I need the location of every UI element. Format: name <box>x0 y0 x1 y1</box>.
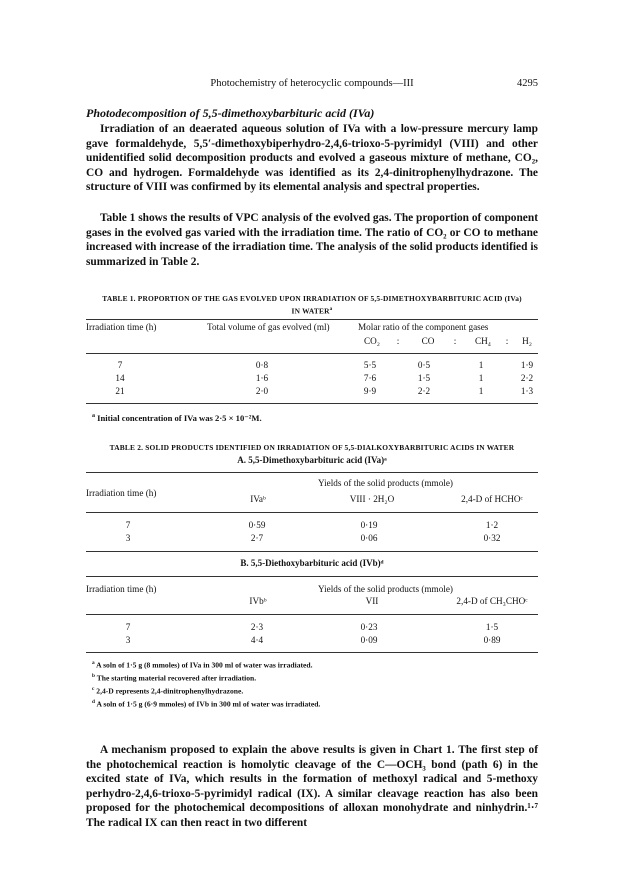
section-heading: Photodecomposition of 5,5-dimethoxybarbituric acid (IVa) <box>86 106 375 120</box>
table1-bottom-rule <box>86 403 538 404</box>
paragraph-3 <box>86 743 538 831</box>
table2-footnote-text: The starting material recovered after irradiation. <box>96 673 257 683</box>
table2-partb-col-time: Irradiation time (h) <box>86 584 157 594</box>
table1-sub-co2: CO₂ <box>364 336 380 346</box>
table2-footnote <box>92 673 256 683</box>
table2-footnote-mark: a <box>92 660 95 666</box>
table1-footnote-mark: a <box>92 413 96 420</box>
table1-cell-h2: 1·9 <box>520 360 534 370</box>
table2-parta-title: A. 5,5-Dimethoxybarbituric acid (IVa)ᵃ <box>237 455 387 465</box>
table1-top-rule <box>86 319 538 320</box>
table1-caption-mark: a <box>329 306 333 312</box>
table2-footnote-mark: c <box>92 686 95 692</box>
table2-parta-cell-v3: 1·2 <box>485 520 499 530</box>
table2-parta-sub2: VIII · 2H₂O <box>349 494 395 504</box>
table1-sub-ch4: CH₄ <box>475 336 491 346</box>
table2-partb-sub3: 2,4-D of CH₃CHOᶜ <box>456 596 528 606</box>
table2-partb-top-rule <box>86 576 538 577</box>
table1-caption-line1: TABLE 1. PROPORTION OF THE GAS EVOLVED UPON IRRADIATION OF 5,5-DIMETHOXYBARBITURIC ACID (IVa) <box>102 294 522 303</box>
table2-parta-cell-time: 7 <box>125 520 131 530</box>
table2-parta-bottom-rule <box>86 551 538 552</box>
table2-parta-top-rule <box>86 472 538 473</box>
table1-cell-co: 2·2 <box>417 386 431 396</box>
table1-cell-volume: 0·8 <box>255 360 269 370</box>
paragraph-1 <box>86 122 538 195</box>
table2-footnote-text: 2,4-D represents 2,4-dinitrophenylhydrazone. <box>96 686 244 696</box>
table2-partb-cell-v1: 4·4 <box>250 635 264 645</box>
table2-footnote-text: A soln of 1·5 g (6·9 mmoles) of IVb in 300 ml of water was irradiated. <box>96 699 321 709</box>
table1-cell-co2: 7·6 <box>363 373 377 383</box>
table1-cell-volume: 1·6 <box>255 373 269 383</box>
table2-parta-cell-v2: 0·19 <box>360 520 378 530</box>
table2-parta-mid-rule <box>86 512 538 513</box>
table1-footnote <box>92 413 262 424</box>
table1-cell-co: 0·5 <box>417 360 431 370</box>
table2-parta-cell-v1: 2·7 <box>250 533 264 543</box>
table1-sep-2: : <box>453 336 457 346</box>
table1-footnote-text: Initial concentration of IVa was 2·5 × 10⁻²M. <box>97 413 262 423</box>
table2-partb-title: B. 5,5-Diethoxybarbituric acid (IVb)ᵈ <box>240 558 384 568</box>
table2-footnote-mark: d <box>92 699 95 705</box>
running-title: Photochemistry of heterocyclic compounds—III <box>210 78 414 89</box>
table2-parta-sub1: IVaᵇ <box>250 494 266 504</box>
table1-cell-time: 7 <box>117 360 123 370</box>
table1-sub-h2: H₂ <box>522 336 532 346</box>
table2-partb-cell-v3: 0·89 <box>483 635 501 645</box>
table1-cell-ch4: 1 <box>478 373 484 383</box>
table2-footnote <box>92 686 243 696</box>
table2-caption: TABLE 2. SOLID PRODUCTS IDENTIFIED ON IRRADIATION OF 5,5-DIALKOXYBARBITURIC ACIDS IN WATER <box>109 443 515 452</box>
table1-sep-3: : <box>505 336 509 346</box>
table2-footnote <box>92 699 320 709</box>
table1-cell-ch4: 1 <box>478 360 484 370</box>
table2-footnote-text: A soln of 1·5 g (8 mmoles) of IVa in 300 ml of water was irradiated. <box>96 660 313 670</box>
table2-parta-cell-v3: 0·32 <box>483 533 501 543</box>
table1-col-ratio: Molar ratio of the component gases <box>358 322 489 332</box>
table1-cell-h2: 2·2 <box>520 373 534 383</box>
table1-mid-rule <box>86 353 538 354</box>
table1-cell-ch4: 1 <box>478 386 484 396</box>
table2-partb-mid-rule <box>86 614 538 615</box>
table1-cell-time: 21 <box>115 386 125 396</box>
table2-parta-col-time: Irradiation time (h) <box>86 488 157 498</box>
table1-caption-line2: IN WATER <box>291 306 330 316</box>
table1-caption <box>86 293 538 316</box>
table2-parta-sub3: 2,4-D of HCHOᶜ <box>461 494 523 504</box>
table2-parta-cell-time: 3 <box>125 533 131 543</box>
table1-cell-time: 14 <box>115 373 125 383</box>
table1-sub-co: CO <box>421 336 435 346</box>
table2-parta-col-yields: Yields of the solid products (mmole) <box>318 478 453 488</box>
table2-partb-cell-time: 3 <box>125 635 131 645</box>
paragraph-1-text: Irradiation of an deaerated aqueous solution of IVa with a low-pressure mercury lamp gave formaldehyde, 5,5′-dimethoxybiperhydro-2,4,6-trioxo-5-pyrimidyl (VIII) and other unidentified solid decomposition products and evolved a gaseous mixture of methane, CO₂, CO and hydrogen. Formaldehyde was identified as its 2,4-dinitrophenylhydrazone. The structure of VIII was confirmed by its elemental analysis and spectral properties. <box>86 123 538 194</box>
table2-partb-bottom-rule <box>86 652 538 653</box>
table2-partb-cell-time: 7 <box>125 622 131 632</box>
table1-cell-volume: 2·0 <box>255 386 269 396</box>
paragraph-2 <box>86 211 538 269</box>
table2-parta-cell-v2: 0·06 <box>360 533 378 543</box>
table1-col-volume: Total volume of gas evolved (ml) <box>207 322 330 332</box>
table1-col-time: Irradiation time (h) <box>86 322 157 332</box>
table2-partb-cell-v2: 0·09 <box>360 635 378 645</box>
table2-partb-sub1: IVbᵇ <box>249 596 267 606</box>
table1-cell-co: 1·5 <box>417 373 431 383</box>
table2-partb-col-yields: Yields of the solid products (mmole) <box>318 584 453 594</box>
table1-cell-co2: 9·9 <box>363 386 377 396</box>
paragraph-2-text: Table 1 shows the results of VPC analysis of the evolved gas. The proportion of component gases in the evolved gas varied with the irradiation time. The ratio of CO₂ or CO to methane increased with increase of the irradiation time. The analysis of the solid products identified is summarized in Table 2. <box>86 212 538 268</box>
paragraph-3-text: A mechanism proposed to explain the above results is given in Chart 1. The first step of the photochemical reaction is homolytic cleavage of the C—OCH₃ bond (path 6) in the excited state of IVa, which results in the formation of methoxyl radical and 5-methoxy perhydro-2,4,6-trioxo-5-pyrimidyl radical (IX). A similar cleavage reaction has also been proposed for the photochemical decompositions of alloxan monohydrate and ninhydrin.¹·⁷ The radical IX can then react in two different <box>86 744 538 829</box>
table2-partb-cell-v3: 1·5 <box>485 622 499 632</box>
page-number: 4295 <box>517 78 538 89</box>
table2-footnote-mark: b <box>92 673 95 679</box>
table2-parta-cell-v1: 0·59 <box>248 520 266 530</box>
table2-partb-cell-v2: 0·23 <box>360 622 378 632</box>
table2-partb-sub2: VII <box>365 596 379 606</box>
table2-footnote <box>92 660 313 670</box>
table1-cell-h2: 1·3 <box>520 386 534 396</box>
table1-sep-1: : <box>396 336 400 346</box>
table1-cell-co2: 5·5 <box>363 360 377 370</box>
table2-partb-cell-v1: 2·3 <box>250 622 264 632</box>
